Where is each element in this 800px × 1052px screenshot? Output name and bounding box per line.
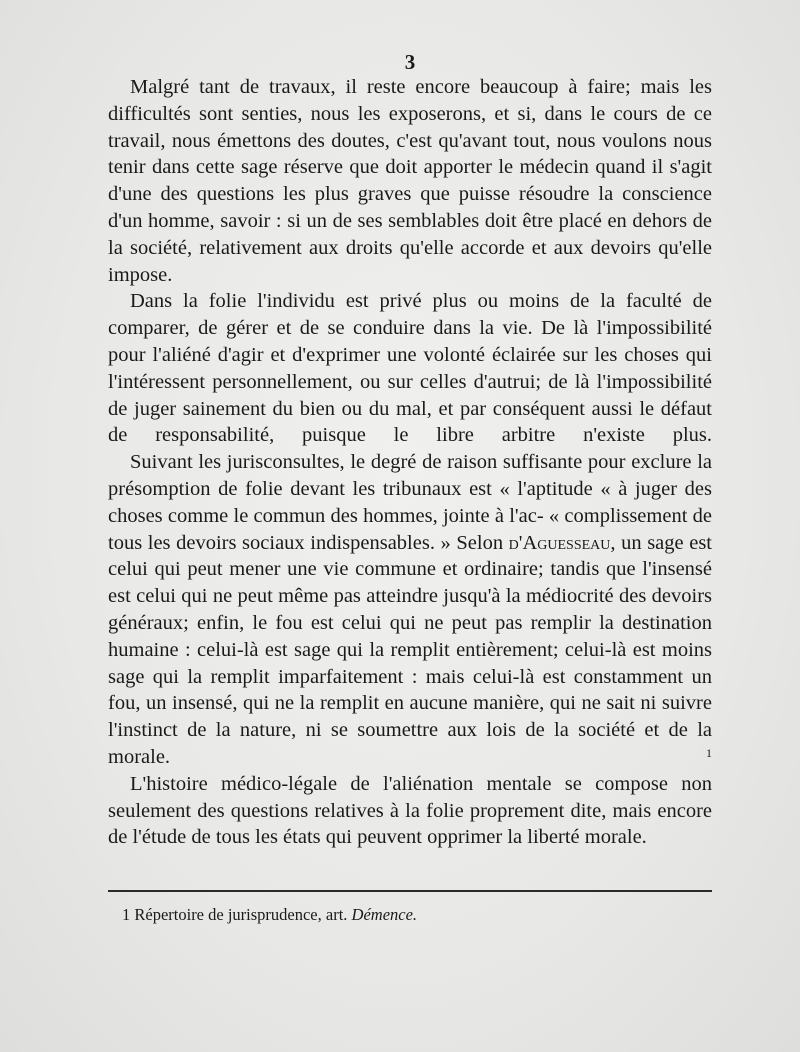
paragraph-2: Dans la folie l'individu est privé plus ou moins de la faculté de comparer, de gérer et de se conduire dans la vie. De là l'impossibilité pour l'aliéné d'agir et d'exprimer une volonté éclairée sur les choses qui l'intéressent personnellement, ou sur celles d'autrui; de là l'impossibilité de juger sainement du bien ou du mal, et par conséquent aussi le défaut de responsabilité, puisque le libre arbitre n'existe plus. [108,290,712,447]
author-name: d'Aguesseau [508,531,611,554]
footnote-reference: 1 [706,745,712,760]
paragraph-3-text-after: , un sage est celui qui peut mener une vie commune et ordinaire; tandis que l'insensé est celui qui ne peut même pas atteindre jusqu'à la médiocrité des devoirs généraux; enfin, le fou est celui qui ne peut pas remplir la destination humaine : celui-là est sage qui la remplit entièrement; celui-là est moins sage qui la remplit imparfaitement : mais celui-là est constamment un fou, un insensé, qui ne la remplit en aucune manière, qui ne sait ni suivre l'instinct de la nature, ni se soumettre aux lois de la société et de la morale. [108,531,712,768]
footnote [122,904,712,926]
paragraph-1: Malgré tant de travaux, il reste encore beaucoup à faire; mais les difficultés sont senties, nous les exposerons, et si, dans le cours de ce travail, nous émettons des doutes, c'est qu'avant tout, nous voulons nous tenir dans cette sage réserve que doit apporter le médecin quand il s'agit d'une des questions les plus graves que puisse résoudre la conscience d'un homme, savoir : si un de ses semblables doit être placé en dehors de la société, relativement aux droits qu'elle accorde et aux devoirs qu'elle impose. [108,76,712,286]
footnote-marker: 1 [122,905,131,924]
paragraph-4: L'histoire médico-légale de l'aliénation mentale se compose non seulement des questions relatives à la folie proprement dite, mais encore de l'étude de tous les états qui peuvent opprimer la liberté morale. [108,772,712,849]
paragraph-3-text-before: Suivant les jurisconsultes, le degré de raison suffisante pour exclure la présomption de folie devant les tribunaux est « l'aptitude « à juger des choses comme le commun des hommes, jointe à l'ac- « complissement de tous les devoirs sociaux indispensables. » Selon [108,451,712,554]
footnote-title: Démence. [351,905,418,924]
paragraph-3 [108,449,712,771]
page-number: 3 [404,50,416,74]
footnote-divider [108,890,712,892]
footnote-text: Répertoire de jurisprudence, art. [134,905,348,924]
body-text [108,74,712,851]
